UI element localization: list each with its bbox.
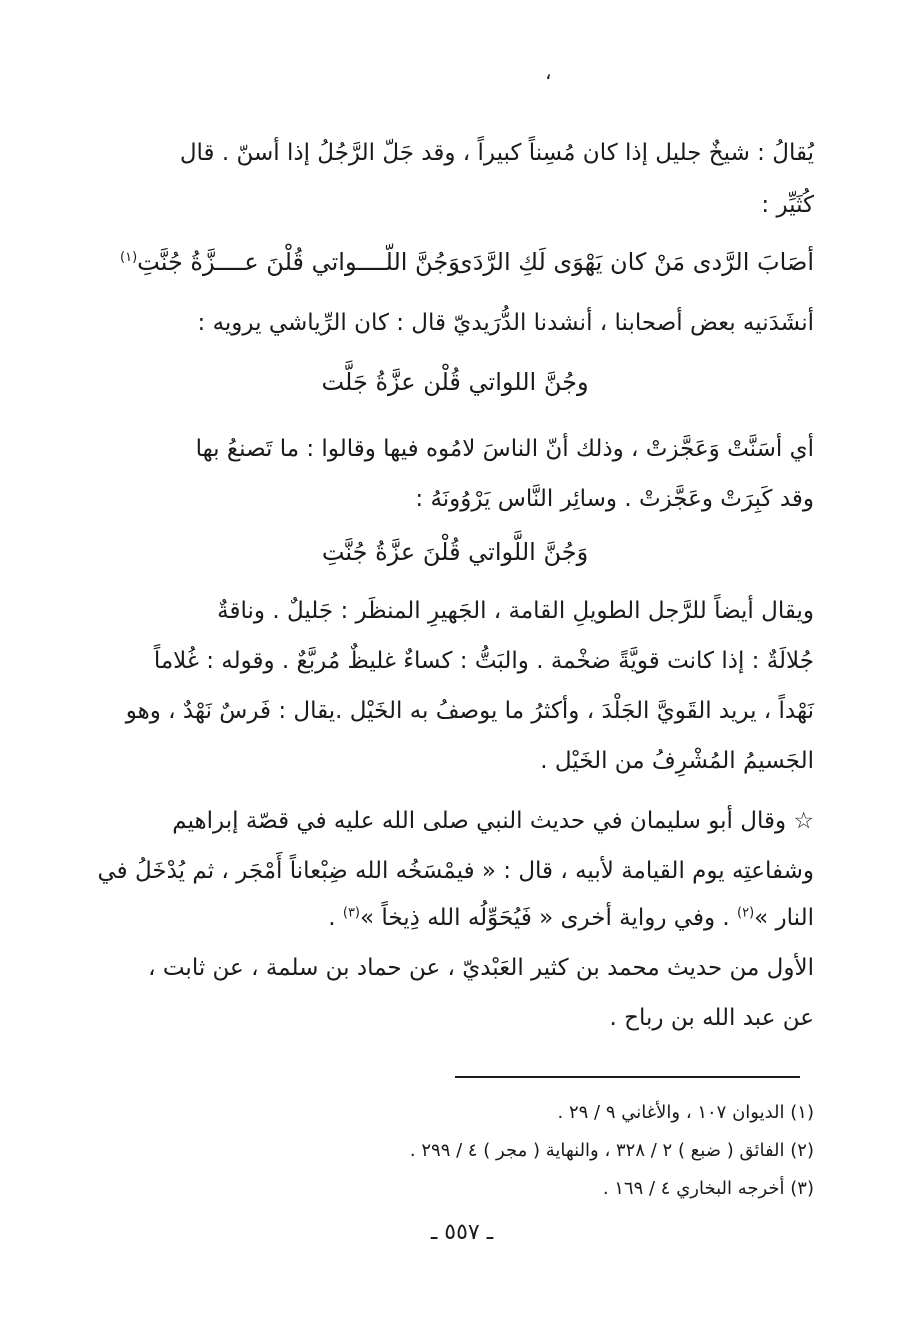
verse1-left-half bbox=[120, 248, 490, 276]
page-number: ـ ٥٥٧ ـ bbox=[430, 1220, 494, 1245]
para3-line3: نَهْداً ، يريد القَويَّ الجَلْدَ ، وأكثرُ ما يوصفُ به الخَيْل .يقال : فَرسٌ نَهْدٌ ، وهو bbox=[125, 698, 814, 724]
para4-line1: ☆ وقال أبو سليمان في حديث النبي صلى الله عليه في قصّة إبراهيم bbox=[172, 808, 814, 834]
footnote-ref-3: (٣) bbox=[342, 905, 360, 921]
para5-line2: عن عبد الله بن رباح . bbox=[609, 1005, 814, 1031]
para1-line2: كُثَيِّر : bbox=[761, 192, 814, 218]
footnote-ref-1: (١) bbox=[120, 250, 138, 265]
verse1-right-half bbox=[453, 248, 814, 276]
verse1-left-text: أصَابَ الرَّدى مَنْ كان يَهْوَى لَكِ الرَّدَى bbox=[453, 248, 814, 276]
verse3: وَجُنَّ اللَّواتي قُلْنَ عزَّةُ جُنَّتِ bbox=[321, 538, 589, 566]
verse2: وجُنَّ اللواتي قُلْن عزَّةُ جَلَّت bbox=[321, 368, 589, 396]
para3-line1: ويقال أيضاً للرَّجل الطويلِ القامة ، الجَهيرِ المنظَر : جَليلٌ . وناقةٌ bbox=[217, 598, 814, 624]
para4-line3-part-a: النار » bbox=[754, 905, 814, 931]
footnote-3: (٣) أخرجه البخاري ٤ / ١٦٩ . bbox=[602, 1178, 814, 1199]
para4-line3-part-b: . وفي رواية أخرى « فَيُحَوِّلُه الله ذِيخاً » bbox=[360, 905, 738, 931]
para5-line1: الأول من حديث محمد بن كثير العَبْديّ ، عن حماد بن سلمة ، عن ثابت ، bbox=[148, 955, 814, 981]
verse1-right-text: وَجُنَّ اللّــــواتي قُلْنَ عــــزَّةُ جُنَّتِ bbox=[137, 248, 460, 276]
footnote-1: (١) الديوان ١٠٧ ، والأغاني ٩ / ٢٩ . bbox=[557, 1102, 814, 1123]
para2-line1: أي أسَنَّتْ وَعَجَّزتْ ، وذلك أنّ الناسَ لامُوه فيها وقالوا : ما تَصنعُ بها bbox=[195, 436, 814, 462]
para3-line4: الجَسيمُ المُشْرِفُ من الخَيْل . bbox=[540, 748, 814, 774]
para4-line3 bbox=[124, 905, 814, 931]
para4-line2: وشفاعتِه يوم القيامة لأبيه ، قال : « فيمْسَخُه الله ضِبْعاناً أَمْجَر ، ثم يُدْخَلُ في bbox=[97, 858, 814, 884]
para1-line1: يُقالُ : شيخٌ جليل إذا كان مُسِناً كبيراً ، وقد جَلّ الرَّجُلُ إذا أسنّ . قال bbox=[179, 140, 814, 166]
para3-line2: جُلالَةٌ : إذا كانت قويَّةً ضخْمة . والبَتُّ : كساءٌ غليظٌ مُربَّعٌ . وقوله : غُلاماً bbox=[153, 648, 814, 674]
para4-line3-part-c: . bbox=[328, 905, 343, 931]
footnote-rule bbox=[455, 1076, 800, 1078]
ansh-line: أنشَدَنيه بعض أصحابنا ، أنشدنا الدُّرَيديّ قال : كان الرِّياشي يرويه : bbox=[197, 310, 814, 336]
footnote-2: (٢) الفائق ( ضبع ) ٢ / ٣٢٨ ، والنهاية ( مجر ) ٤ / ٢٩٩ . bbox=[409, 1140, 814, 1161]
para2-line2: وقد كَبِرَتْ وعَجَّزتْ . وسائِر النَّاس يَرْوُونَهُ : bbox=[415, 486, 814, 512]
top-mark: ، bbox=[545, 60, 552, 84]
footnote-ref-2: (٢) bbox=[737, 905, 755, 921]
